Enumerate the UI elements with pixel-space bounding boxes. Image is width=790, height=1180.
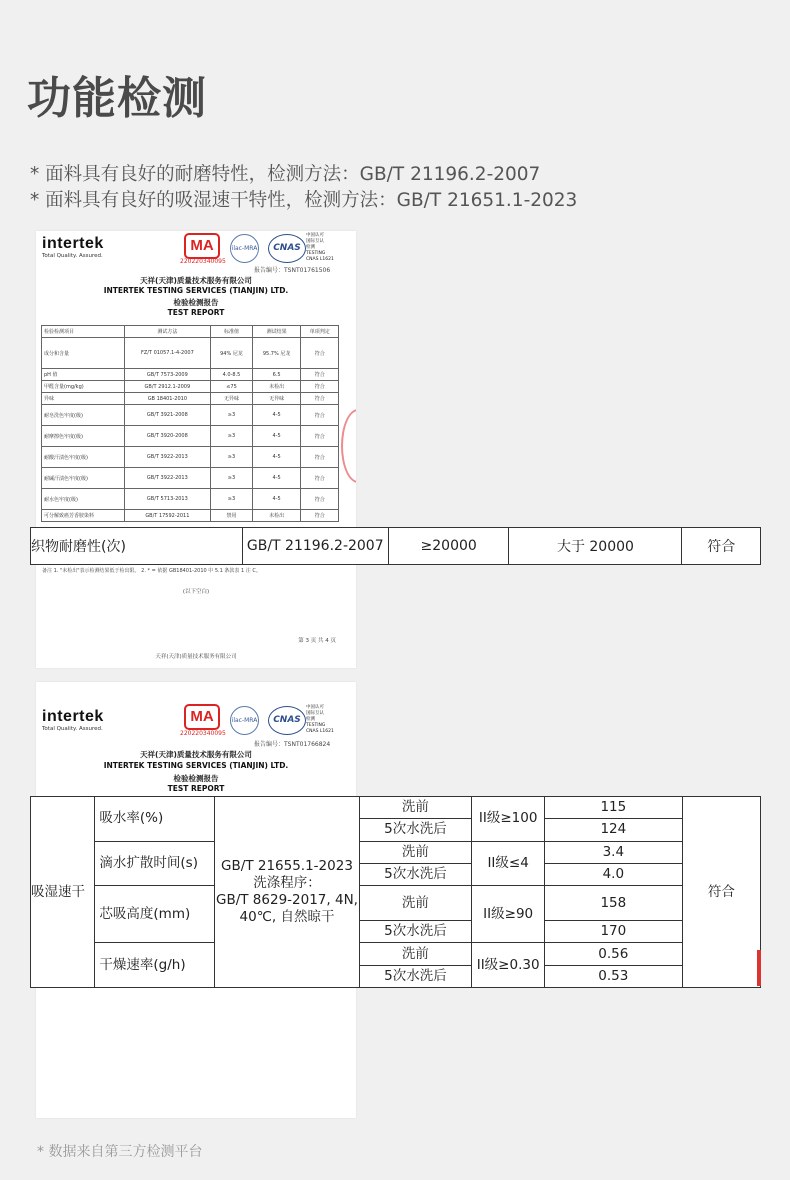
footer-company: 天祥(天津)质量技术服务有限公司 (155, 654, 237, 660)
ma-certification-icon: MA (184, 233, 220, 259)
table-row (31, 528, 761, 565)
table-row (31, 841, 761, 863)
red-seal-stamp (341, 409, 356, 483)
method-line: 洗涤程序： (253, 875, 321, 891)
item-cell: 织物耐磨性(次) (31, 528, 243, 565)
ma-code: 220220340095 (180, 258, 226, 265)
method-cell (215, 797, 359, 988)
company-name-en: INTERTEK TESTING SERVICES (TIANJIN) LTD. (103, 761, 289, 770)
condition-cell: 5次水洗后 (359, 965, 472, 987)
value-cell: 115 (544, 797, 682, 819)
cnas-icon: CNAS (268, 234, 306, 263)
abrasion-result-table (30, 527, 761, 565)
feature-moisture: * 面料具有良好的吸湿速干特性，检测方法：GB/T 21651.1-2023 (30, 190, 578, 211)
intertek-logo: intertek (42, 235, 104, 252)
condition-cell: 5次水洗后 (359, 863, 472, 885)
ilac-mra-icon: ilac-MRA (230, 234, 259, 263)
company-name-cn: 天祥(天津)质量技术服务有限公司 (140, 276, 252, 285)
company-name-cn: 天祥(天津)质量技术服务有限公司 (140, 750, 252, 759)
condition-cell: 5次水洗后 (359, 921, 472, 943)
condition-cell: 洗前 (359, 886, 472, 921)
method-line: 40℃, 自然晾干 (239, 909, 335, 925)
cnas-text: 中国认可 国际互认 检测 TESTING CNAS L1621 (306, 705, 334, 734)
item-name-cell: 吸水率(%) (95, 797, 215, 842)
table-row (31, 797, 761, 819)
ma-code: 220220340095 (180, 730, 226, 737)
data-source-note: * 数据来自第三方检测平台 (37, 1144, 203, 1160)
page-number: 第 3 页 共 4 页 (298, 638, 336, 644)
report-title-en: TEST REPORT (167, 308, 225, 317)
value-cell: 0.56 (544, 943, 682, 965)
value-cell: 0.53 (544, 965, 682, 987)
feature-list (30, 162, 577, 214)
method-cell: GB/T 21196.2-2007 (242, 528, 388, 565)
standard-cell: ≥20000 (388, 528, 509, 565)
report-title-cn: 检验检测报告 (173, 298, 219, 307)
standard-cell: II级≥0.30 (472, 943, 545, 988)
verdict-cell: 符合 (682, 797, 760, 988)
standard-cell: II级≥100 (472, 797, 545, 842)
report-title-en: TEST REPORT (167, 784, 225, 793)
value-cell: 4.0 (544, 863, 682, 885)
verdict-cell: 符合 (682, 528, 761, 565)
value-cell: 124 (544, 819, 682, 841)
item-name-cell: 滴水扩散时间(s) (95, 841, 215, 886)
category-cell: 吸湿速干 (31, 797, 95, 988)
logo-tagline: Total Quality. Assured. (42, 726, 103, 732)
test-report-abrasion (36, 231, 356, 668)
feature-abrasion: * 面料具有良好的耐磨特性，检测方法：GB/T 21196.2-2007 (30, 164, 541, 185)
cnas-text: 中国认可 国际互认 检测 TESTING CNAS L1621 (306, 233, 334, 262)
ilac-mra-icon: ilac-MRA (230, 706, 259, 735)
result-cell: 大于 20000 (509, 528, 682, 565)
company-name-en: INTERTEK TESTING SERVICES (TIANJIN) LTD. (103, 286, 289, 295)
report-number: 报告编号：TSNT01766824 (254, 741, 331, 748)
condition-cell: 洗前 (359, 943, 472, 965)
report-remarks: 备注 1. "未检出"表示检测结果低于检出限。 2. * = 依据 GB18401-2010 中 5.1 条款表 1 注 C。 (42, 568, 261, 574)
condition-cell: 洗前 (359, 841, 472, 863)
value-cell: 158 (544, 886, 682, 921)
method-line: GB/T 8629-2017, 4N, (216, 892, 358, 908)
condition-cell: 洗前 (359, 797, 472, 819)
item-name-cell: 干燥速率(g/h) (95, 943, 215, 988)
table-row (31, 886, 761, 921)
report-title-cn: 检验检测报告 (173, 774, 219, 783)
standard-cell: II级≥90 (472, 886, 545, 943)
condition-cell: 5次水洗后 (359, 819, 472, 841)
value-cell: 170 (544, 921, 682, 943)
cnas-icon: CNAS (268, 706, 306, 735)
table-row (31, 943, 761, 965)
report-results-table: 检验检测项目 测试方法 标准值 测试结果 单项判定 成分和含量 FZ/T 01057.1-4-2007 94% 尼龙 95.7% 尼龙 符合 pH 值 GB/T 7573-2009 4.0-8.5 6.5 符合 甲醛含量(mg/kg) GB/T 2912.1-2009 ≤75 未检出 符合 异味 GB 18401-2010 无异味 无异味 符合 耐皂洗色牢度(级) GB/T 3921-2008 ≥3 4-5 符合 耐摩擦色牢度(级) GB/T 3920-2008 ≥3 4-5 符合 耐酸汗渍色牢度(级) GB/T 3922-2013 ≥3 4-5 符合 耐碱汗渍色牢度(级) GB/T 3922-2013 ≥3 4-5 符合 耐水色牢度(级) GB/T 5713-2013 ≥3 4-5 符合 可分解致癌芳香胺染料 GB/T 17592-2011 禁用 未检出 符合 (41, 325, 339, 522)
moisture-wicking-table (30, 796, 761, 988)
report-number: 报告编号：TSNT01761506 (254, 267, 331, 274)
method-line: GB/T 21655.1-2023 (221, 858, 353, 874)
page-title: 功能检测 (27, 73, 207, 124)
report-blank-note: (以下空白) (182, 589, 210, 595)
value-cell: 3.4 (544, 841, 682, 863)
seal-edge-mark (757, 950, 761, 986)
ma-certification-icon: MA (184, 704, 220, 730)
standard-cell: II级≤4 (472, 841, 545, 886)
logo-tagline: Total Quality. Assured. (42, 253, 103, 259)
item-name-cell: 芯吸高度(mm) (95, 886, 215, 943)
intertek-logo: intertek (42, 708, 104, 725)
